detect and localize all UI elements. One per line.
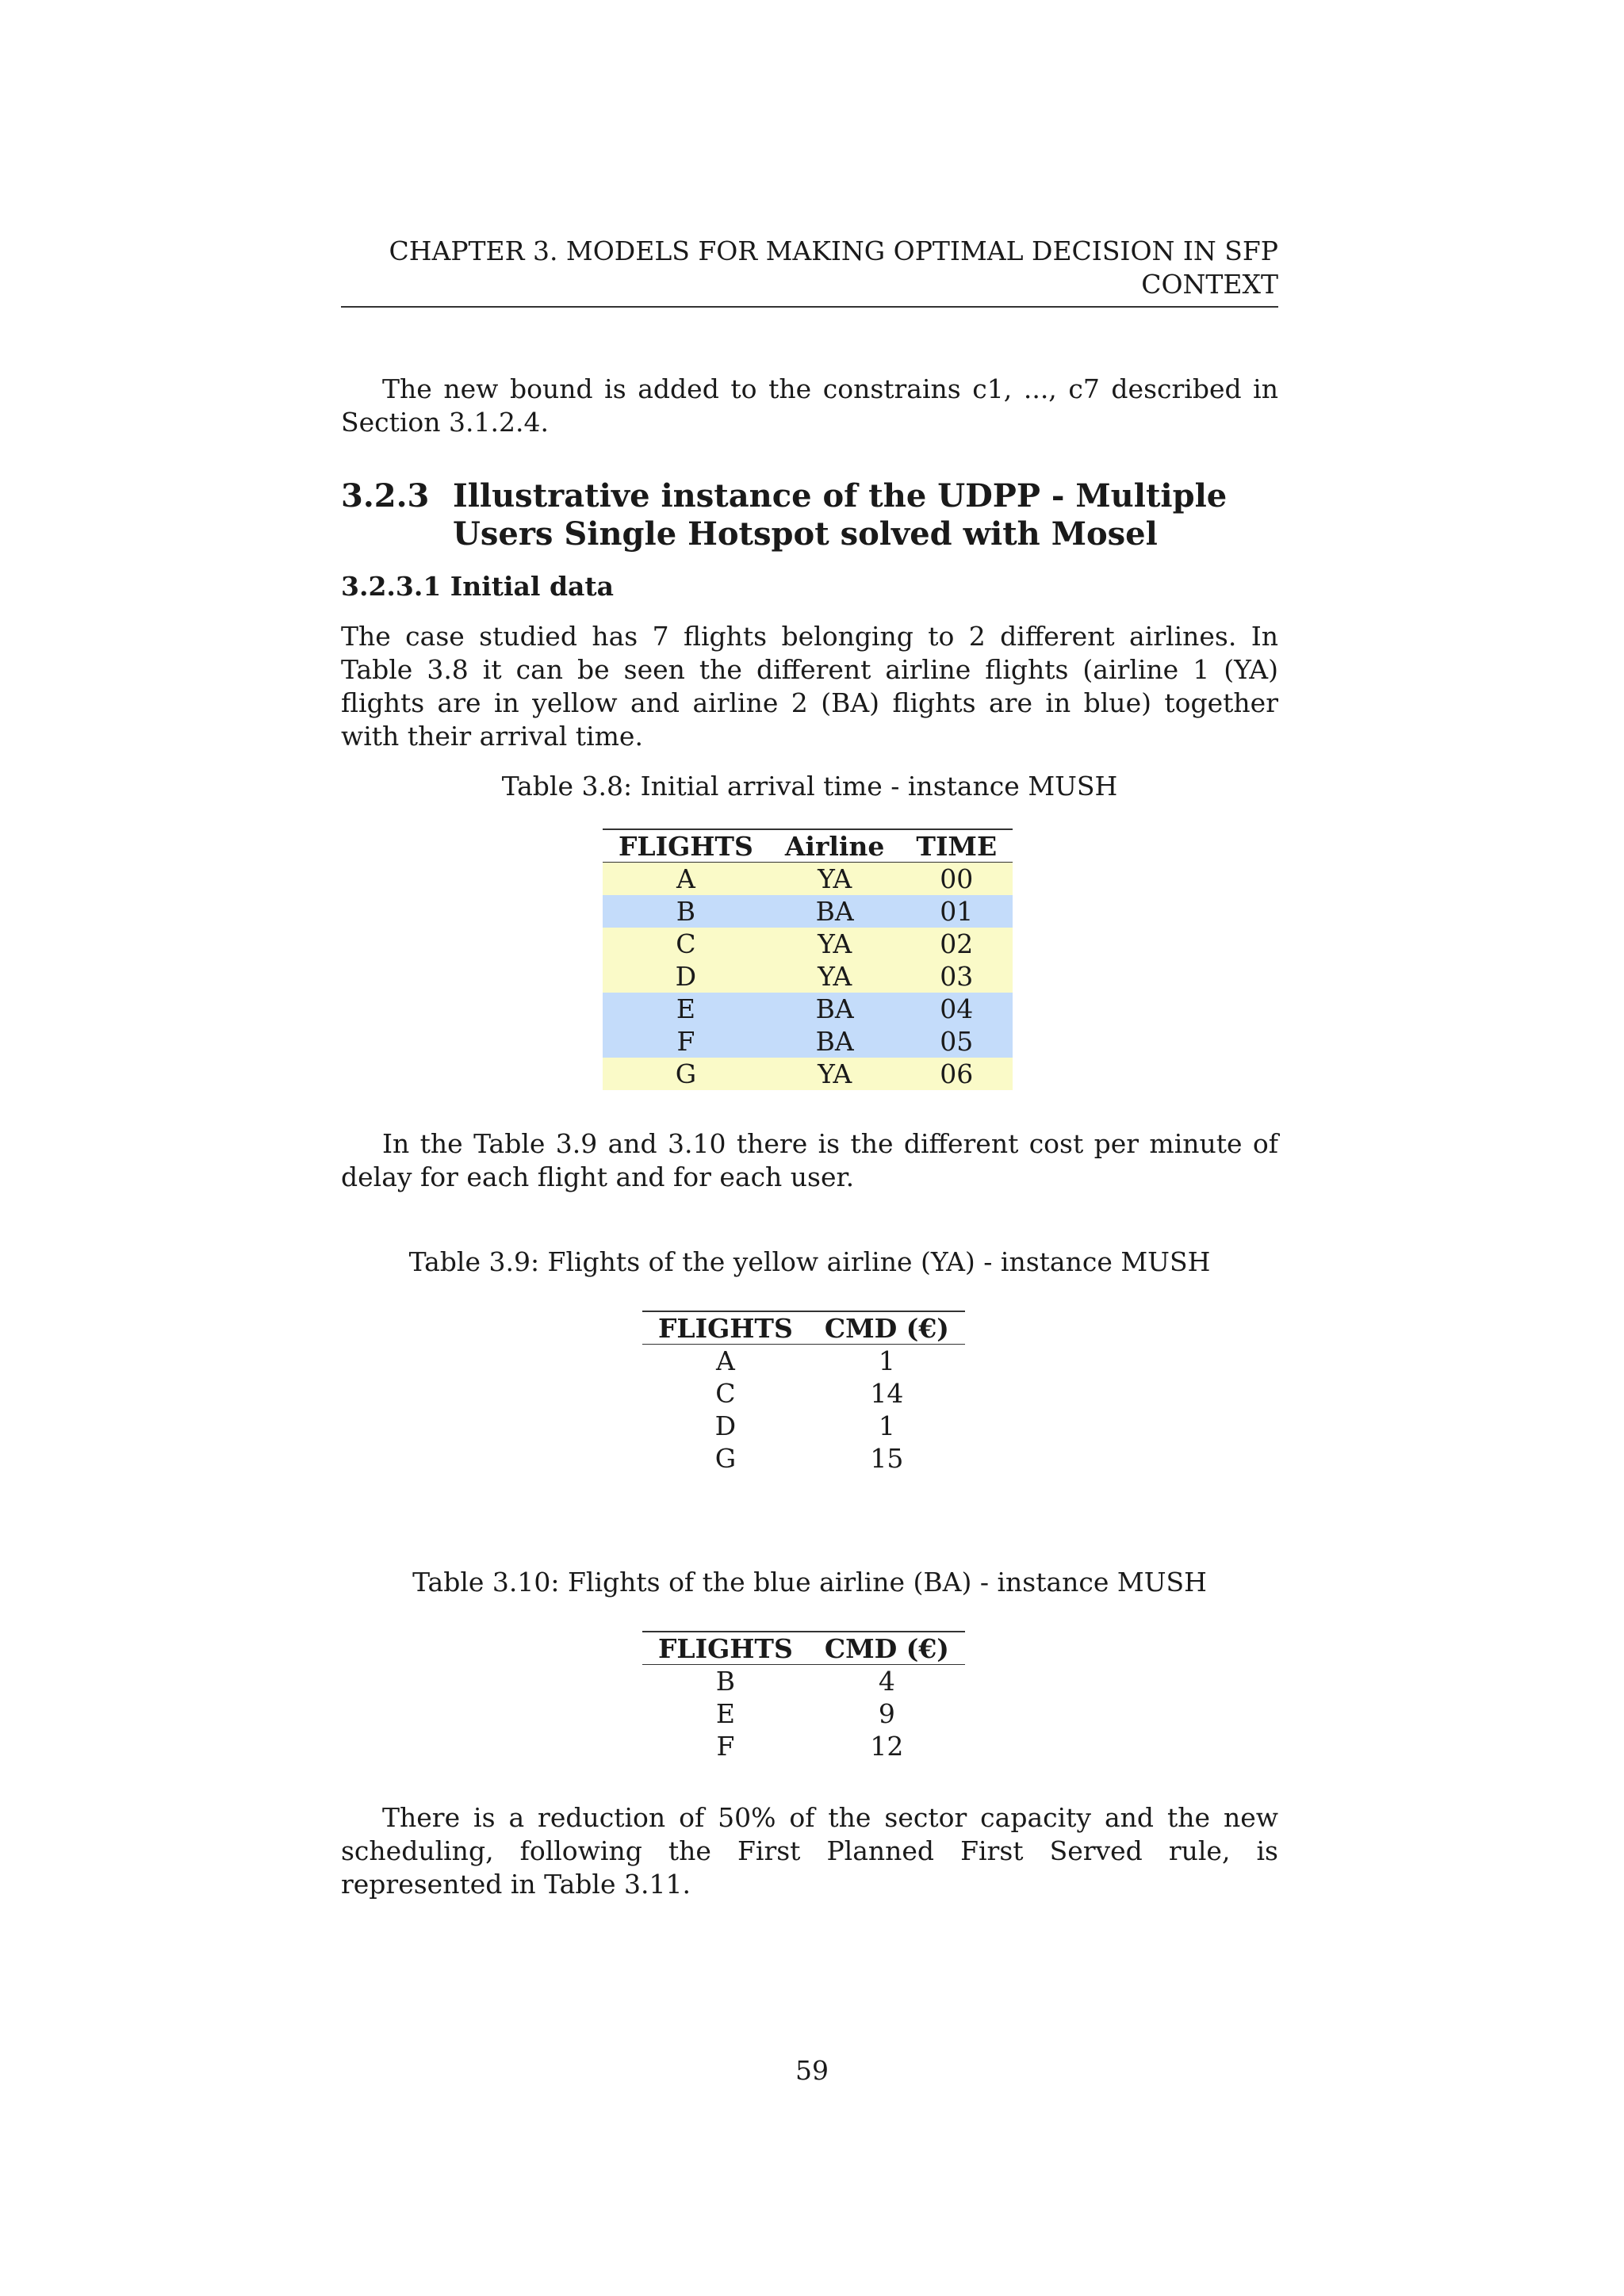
table-3-10-container	[642, 1631, 965, 1762]
table-cell: E	[715, 1698, 735, 1729]
table-cell: 01	[940, 896, 974, 927]
table-cell: C	[715, 1378, 736, 1409]
table-cell: G	[714, 1443, 737, 1474]
table-cell: E	[676, 993, 695, 1024]
table-cell: 4	[878, 1666, 895, 1697]
header-line-2: CONTEXT	[1141, 269, 1278, 300]
subsection-title: 3.2.3.1 Initial data	[341, 571, 615, 602]
table-3-9-container	[642, 1311, 965, 1475]
table-row	[642, 1377, 965, 1410]
table-cell: F	[716, 1731, 735, 1762]
table-cell: 05	[940, 1026, 974, 1057]
table-cell: YA	[818, 1058, 852, 1089]
table-row	[642, 1442, 965, 1475]
table-cell: 04	[940, 993, 974, 1024]
table-cell: D	[675, 961, 697, 992]
table-row	[642, 1697, 965, 1730]
table-3-8	[603, 828, 1013, 1090]
header-line-1: CHAPTER 3. MODELS FOR MAKING OPTIMAL DECISION IN SFP	[389, 235, 1278, 266]
paragraph-initial-data: The case studied has 7 flights belonging to 2 different airlines. In Table 3.8 it can be seen the different airline flights (airline 1 (YA) flights are in yellow and airline 2 (BA) flights are in blue) together with their arrival time.	[341, 621, 1278, 752]
table-3-9	[642, 1311, 965, 1475]
table-cell: YA	[818, 863, 852, 894]
table-row	[603, 960, 1013, 993]
table-cell: D	[714, 1410, 737, 1441]
table-3-10	[642, 1631, 965, 1762]
table-cell: 1	[878, 1410, 895, 1441]
table-cell: B	[715, 1666, 736, 1697]
column-header: TIME	[916, 830, 998, 862]
table-3-8-container	[603, 828, 1013, 1090]
table-row	[603, 928, 1013, 960]
table-cell: 06	[940, 1058, 974, 1089]
table-3-9-caption: Table 3.9: Flights of the yellow airline (YA) - instance MUSH	[408, 1246, 1211, 1277]
paragraph-cost-intro: In the Table 3.9 and 3.10 there is the different cost per minute of delay for each flight and for each user.	[341, 1128, 1278, 1192]
table-row	[603, 863, 1013, 896]
table-row	[642, 1410, 965, 1442]
table-row	[642, 1345, 965, 1378]
table-3-10-caption: Table 3.10: Flights of the blue airline (BA) - instance MUSH	[412, 1567, 1207, 1598]
column-header: Airline	[784, 830, 885, 862]
column-header: CMD (€)	[824, 1632, 949, 1664]
column-header: FLIGHTS	[658, 1632, 793, 1664]
table-cell: G	[675, 1058, 697, 1089]
section-title: Illustrative instance of the UDPP - Multiple Users Single Hotspot solved with Mosel	[453, 477, 1228, 553]
table-cell: 9	[878, 1698, 895, 1729]
table-cell: A	[715, 1345, 735, 1376]
table-cell: BA	[815, 896, 854, 927]
table-header-row	[642, 1311, 965, 1345]
table-cell: 14	[870, 1378, 904, 1409]
table-cell: YA	[818, 928, 852, 959]
table-cell: 1	[878, 1345, 895, 1376]
table-cell: F	[676, 1026, 695, 1057]
table-3-8-caption: Table 3.8: Initial arrival time - instance MUSH	[501, 771, 1118, 802]
table-cell: 03	[940, 961, 974, 992]
section-number: 3.2.3	[341, 477, 430, 515]
table-cell: 15	[870, 1443, 904, 1474]
running-header	[341, 235, 1278, 308]
table-header-row	[603, 829, 1013, 863]
table-row	[603, 895, 1013, 928]
table-cell: B	[676, 896, 696, 927]
table-header-row	[642, 1632, 965, 1665]
table-cell: YA	[818, 961, 852, 992]
table-row	[642, 1730, 965, 1762]
table-cell: 00	[940, 863, 974, 894]
column-header: CMD (€)	[824, 1312, 949, 1344]
table-cell: A	[676, 863, 695, 894]
column-header: FLIGHTS	[619, 830, 753, 862]
table-cell: 12	[870, 1731, 904, 1762]
table-row	[603, 1058, 1013, 1090]
table-cell: C	[676, 928, 696, 959]
intro-paragraph: The new bound is added to the constrains c1, ..., c7 described in Section 3.1.2.4.	[341, 373, 1278, 438]
table-row	[642, 1665, 965, 1698]
column-header: FLIGHTS	[658, 1312, 793, 1344]
table-cell: BA	[815, 1026, 854, 1057]
table-cell: BA	[815, 993, 854, 1024]
table-row	[603, 1025, 1013, 1058]
table-cell: 02	[940, 928, 974, 959]
paragraph-capacity-reduction: There is a reduction of 50% of the sector capacity and the new scheduling, following the First Planned First Served rule, is represented in Table 3.11.	[341, 1802, 1278, 1900]
table-row	[603, 993, 1013, 1025]
page-number: 59	[795, 2055, 829, 2086]
